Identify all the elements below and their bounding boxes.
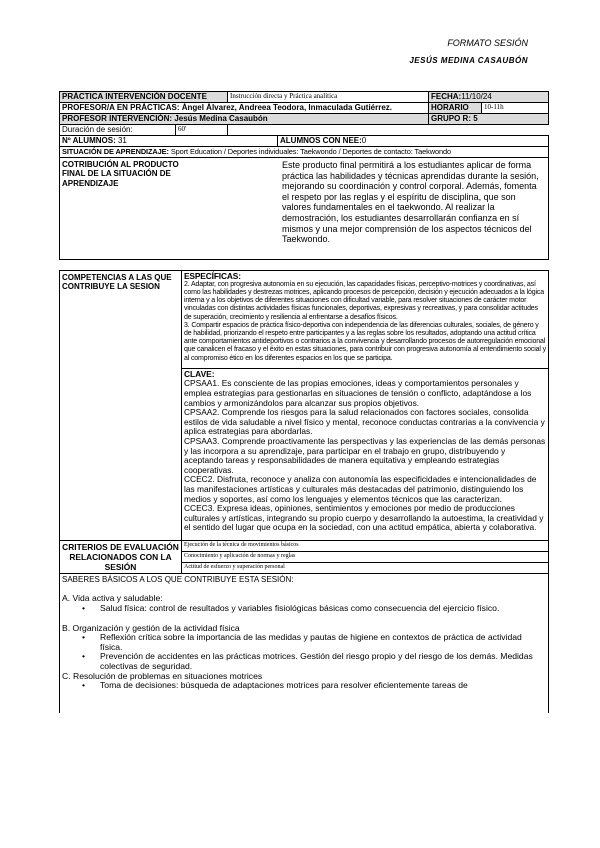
grupo-value: 5 <box>473 114 478 123</box>
saberes-group-c: C. Resolución de problemas en situaciones motrices <box>62 670 263 681</box>
situacion-value: Sport Education / Deportes individuales: Taekwondo / Deportes de contacto: Taekwondo <box>170 147 451 156</box>
duracion-label: Duración de sesión: <box>60 125 176 136</box>
fecha-cell <box>429 92 549 103</box>
profesora-value: Ángel Álvarez, Andreea Teodora, Inmaculada Gutiérrez. <box>181 103 393 112</box>
saberes-item: • Prevención de accidentes en las prácticas motrices. Gestión del riesgo propio y del riesgo de los demás. Medidas colectivas de seguridad. <box>82 652 546 671</box>
situacion-label: SITUACIÓN DE APRENDIZAJE: <box>62 147 169 156</box>
especificas-title: ESPECÍFICAS: <box>184 270 241 281</box>
profesora-cell <box>60 103 429 114</box>
horario-value: 10-11h <box>482 103 549 114</box>
situacion-cell <box>60 147 549 158</box>
profesor-value: Jesús Medina Casaubón <box>174 114 268 123</box>
profesora-label: PROFESOR/A EN PRÁCTICAS: <box>62 103 180 112</box>
competencias-table <box>59 270 549 714</box>
profesor-label: PROFESOR INTERVENCIÓN: <box>62 114 173 123</box>
format-title: FORMATO SESIÓN <box>447 38 528 48</box>
alumnos-cell <box>60 136 278 147</box>
saberes-list-b <box>62 633 546 671</box>
session-info-table <box>59 91 549 260</box>
saberes-list-a <box>62 604 546 614</box>
nee-label: ALUMNOS CON NEE: <box>280 136 362 145</box>
saberes-group-b: B. Organización y gestión de la actividad física <box>62 622 240 633</box>
session-form <box>59 91 548 713</box>
grupo-label: GRUPO R: <box>431 114 471 123</box>
horario-label: HORARIO <box>429 103 482 114</box>
saberes-cell <box>60 573 549 713</box>
clave-item: CCEC2. Disfruta, reconoce y analiza con autonomía las especificidades e intencionalidades de las manifestaciones artísticas y culturales más destacadas del patrimonio, distinguiendo los medios y soportes, así como los lenguajes y elementos técnicos que las caracterizan. <box>184 474 537 504</box>
practica-label: PRÁCTICA INTERVENCIÓN DOCENTE <box>60 92 228 103</box>
criterios-label: CRITERIOS DE EVALUACIÓN RELACIONADOS CON LA SESIÓN <box>60 540 182 573</box>
alumnos-value: 31 <box>117 136 127 145</box>
practica-value: Instrucción directa y Práctica analítica <box>228 92 429 103</box>
clave-item: CPSAA3. Comprende proactivamente las perspectivas y las experiencias de las demás personas y las incorpora a su aprendizaje, para participar en el trabajo en grupo, distribuyendo y aceptando tareas y responsabilidades de manera equitativa y empleando estrategias cooperativas. <box>184 435 546 475</box>
clave-title: CLAVE: <box>184 368 215 379</box>
saberes-group-a: A. Vida activa y saludable: <box>62 593 163 604</box>
clave-item: CCEC3. Expresa ideas, opiniones, sentimientos y emociones por medio de producciones culturales y artísticas, integrando su propio cuerpo y desarrollando la autoestima, la creatividad y el sentido del lugar que ocupa en la sociedad, con una actitud empática, abierta y colaborativa. <box>184 503 544 533</box>
criterio-item: Actitud de esfuerzo y superación personal <box>182 562 549 573</box>
fecha-label: FECHA: <box>431 92 462 101</box>
nee-value: 0 <box>361 136 367 145</box>
nee-cell <box>278 136 549 147</box>
profesor-cell <box>60 114 429 125</box>
producto-text: Este producto final permitirá a los estudiantes aplicar de forma práctica las habilidades y técnicas aprendidas durante la sesión, mejorando su coordinación y control corporal. Además, fomenta el respeto por las reglas y el espíritu de disciplina, que son valores fundamentales en el taekwondo. Al realizar la demostración, los estudiantes desarrollarán confianza en sí mismos y una mejor comprensión de los aspectos técnicos del Taekwondo. <box>282 160 539 245</box>
criterio-item: Ejecución de la técnica de movimientos básicos <box>182 540 549 551</box>
grupo-cell <box>429 114 549 125</box>
duracion-empty <box>228 125 549 136</box>
author-name: JESÚS MEDINA CASAUBÓN <box>409 56 528 65</box>
alumnos-label: Nº ALUMNOS: <box>62 136 116 145</box>
saberes-item: • Salud física: control de resultados y variables fisiológicas básicas como consecuencia del ejercicio físico. <box>82 604 546 614</box>
clave-cell <box>182 368 549 540</box>
producto-cell <box>60 158 549 260</box>
producto-label: COTRIBUCIÓN AL PRODUCTO FINAL DE LA SITUACIÓN DE APRENDIZAJE <box>62 160 179 188</box>
especificas-cell <box>182 270 549 368</box>
especificas-item: 3. Compartir espacios de práctica físico-deportiva con independencia de las diferencias culturales, sociales, de género y de habilidad, priorizando el respeto entre participantes y a las reglas sobre los resultados, adoptando una actitud crítica ante comportamientos antideportivos o contrarios a la convivencia y desarrollando procesos de autorregulación emocional que canalicen el fracaso y el éxito en estas situaciones, para contribuir con progresiva autonomía al entendimiento social y al compromiso ético en los diferentes espacios en los que se participa. <box>184 321 546 362</box>
duracion-value: 60' <box>176 125 228 136</box>
saberes-title: SABERES BÁSICOS A LOS QUE CONTRIBUYE ESTA SESIÓN: <box>62 574 294 584</box>
clave-item: CPSAA1. Es consciente de las propias emociones, ideas y comportamientos personales y emplea estrategias para gestionarlas en situaciones de tensión o conflicto, adaptándose a los cambios y armonizándolos para alcanzar sus propios objetivos. <box>184 378 532 408</box>
saberes-list-c <box>62 681 546 691</box>
fecha-value: 11/10/24 <box>461 92 492 101</box>
criterio-item: Conocimiento y aplicación de normas y reglas <box>182 551 549 562</box>
clave-item: CPSAA2. Comprende los riesgos para la salud relacionados con factores sociales, consolida estilos de vida saludable a nivel físico y mental, reconoce conductas contrarias a la convivencia y aplica estrategias para abordarlas. <box>184 407 545 437</box>
especificas-item: 2. Adaptar, con progresiva autonomía en su ejecución, las capacidades físicas, perceptivo-motrices y coordinativas, así como las habilidades y destrezas motrices, aplicando procesos de percepción, decisión y ejecución adecuados a la lógica interna y a los objetivos de diferentes situaciones con dificultad variable, para resolver situaciones de carácter motor vinculadas con distintas actividades físicas funcionales, deportivas, expresivas y recreativas, y para consolidar actitudes de superación, crecimiento y resiliencia al enfrentarse a desafíos físicos. <box>184 280 544 321</box>
saberes-item: • Toma de decisiones: búsqueda de adaptaciones motrices para resolver eficientemente tareas de <box>82 681 546 691</box>
saberes-item: • Reflexión crítica sobre la importancia de las medidas y pautas de higiene en contextos de práctica de actividad física. <box>82 633 546 652</box>
competencias-label: COMPETENCIAS A LAS QUE CONTRIBUYE LA SESION <box>60 270 182 540</box>
